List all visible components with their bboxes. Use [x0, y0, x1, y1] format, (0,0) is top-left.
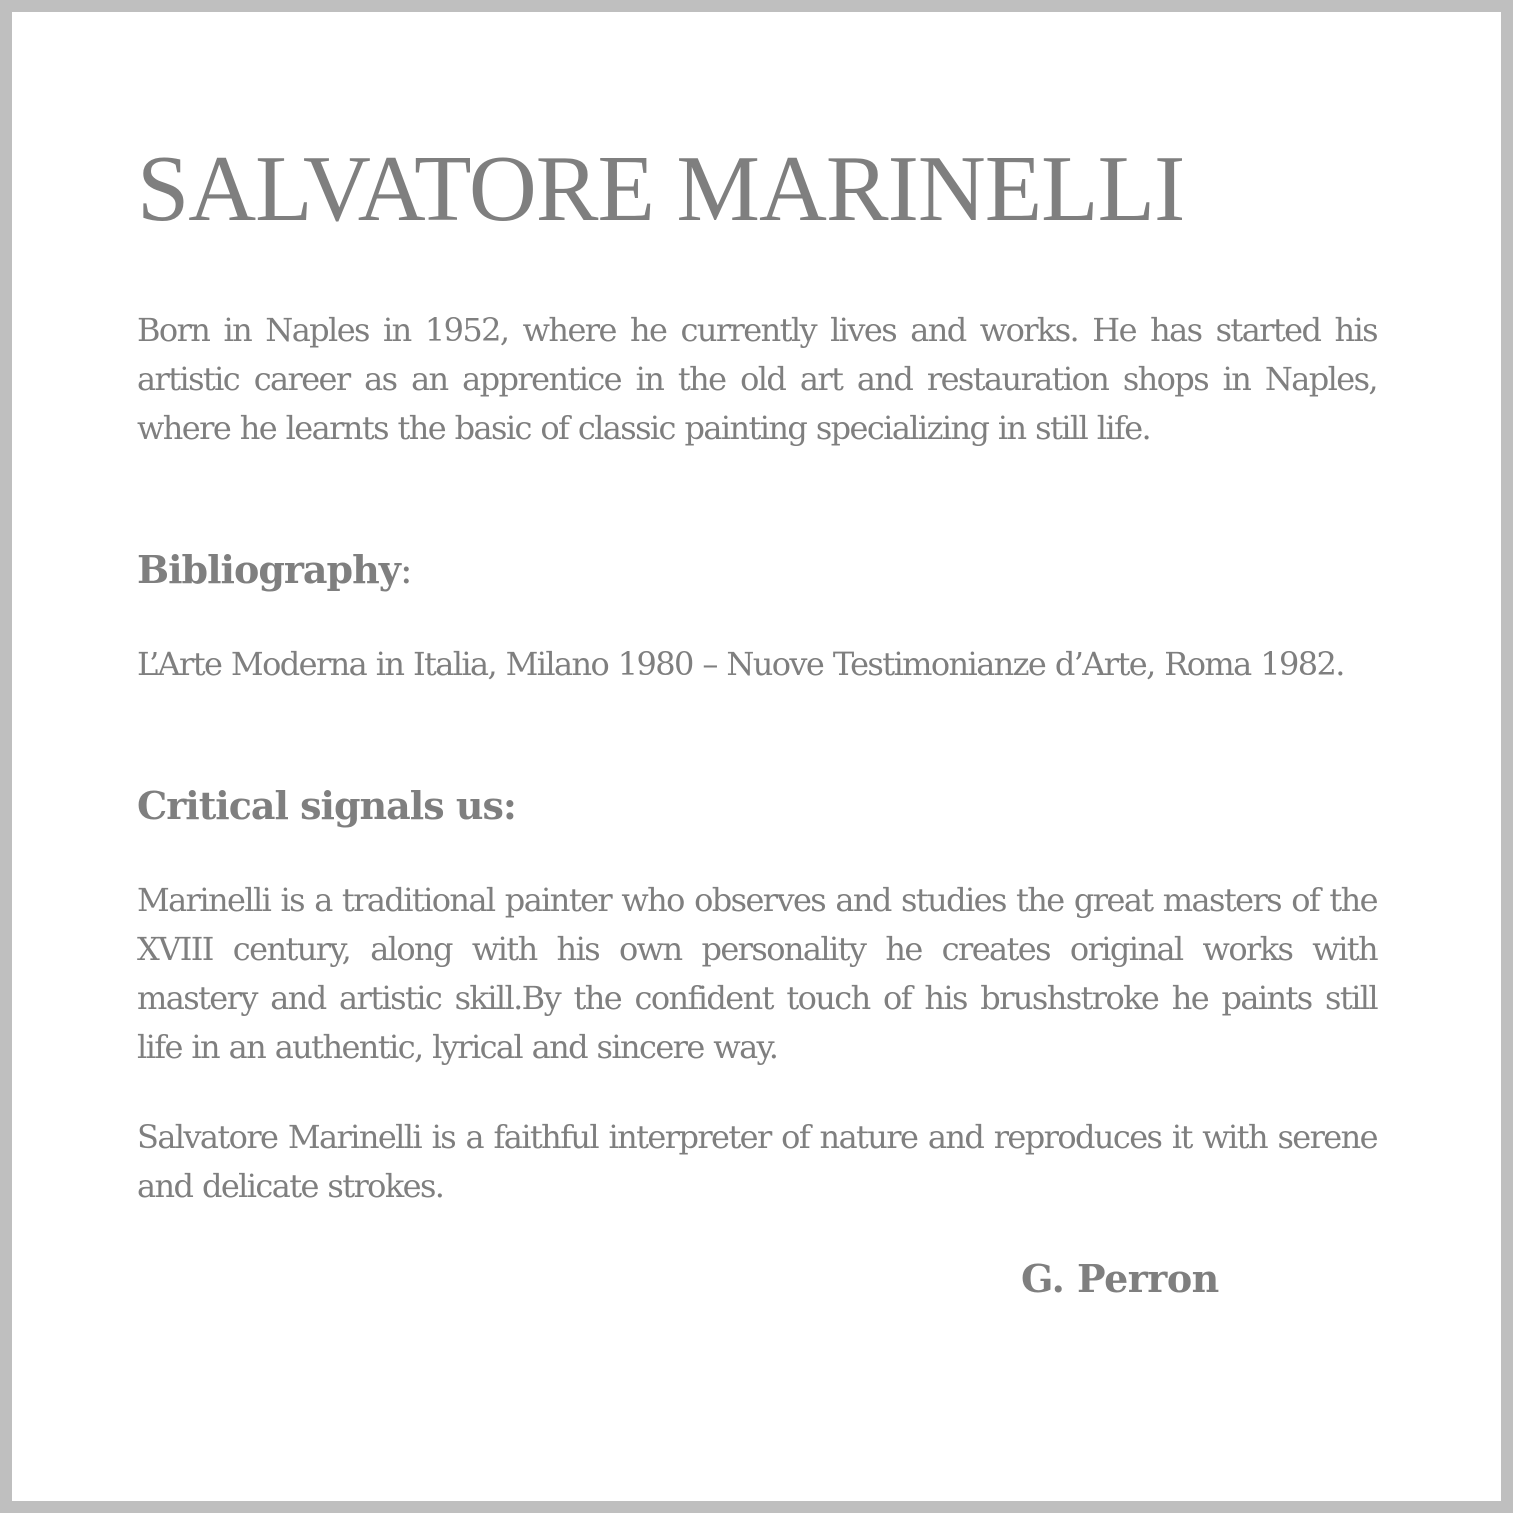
signature: G. Perron: [1021, 1256, 1219, 1301]
bibliography-paragraph: L’Arte Moderna in Italia, Milano 1980 – Nuove Testimonianze d’Arte, Roma 1982.: [137, 645, 1344, 683]
critical-heading-label: Critical signals us:: [137, 783, 516, 828]
critical-paragraph-2: Salvatore Marinelli is a faithful interpreter of nature and reproduces it with serene and delicate strokes.: [137, 1118, 1377, 1205]
bibliography-heading-colon: :: [399, 548, 412, 592]
intro-paragraph: Born in Naples in 1952, where he currently lives and works. He has started his artistic career as an apprentice in the old art and restauration shops in Naples, where he learnts the basic of classic painting specializing in still life.: [137, 311, 1377, 447]
critical-paragraph-1: Marinelli is a traditional painter who observes and studies the great masters of the XVIII century, along with his own personality he creates original works with mastery and artistic skill.By the confident touch of his brushstroke he paints still life in an authentic, lyrical and sincere way.: [137, 881, 1377, 1066]
page-frame: [12, 12, 1501, 1501]
bibliography-heading: [137, 545, 412, 595]
bibliography-heading-label: Bibliography: [137, 547, 400, 592]
page-title: SALVATORE MARINELLI: [137, 137, 1185, 241]
critical-heading: [137, 781, 516, 831]
